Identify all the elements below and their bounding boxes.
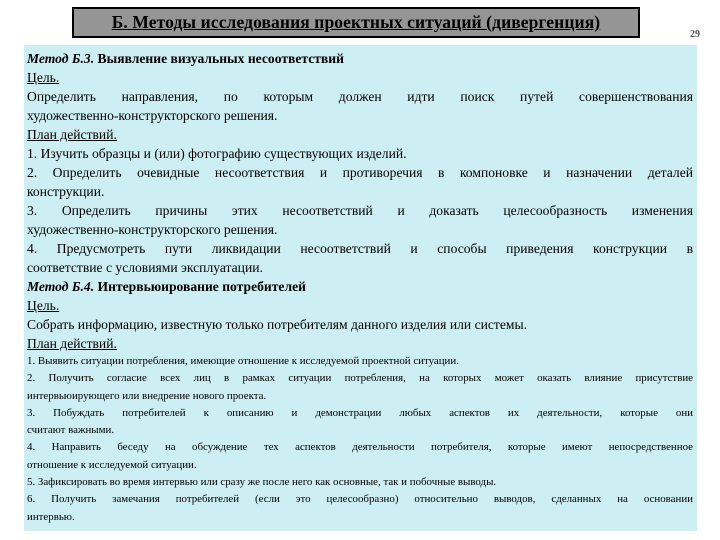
page-number: 29 [690,29,700,40]
method-b4-goal: Собрать информацию, известную только потребителям данного изделия или системы. [27,317,528,332]
method-b4-heading [27,277,693,296]
method-b3-goal-line-1: Определить направления, по которым должен идти поиск путей совершенствования [27,89,693,104]
method-b3-step-1: 1. Изучить образцы и (или) фотографию существующих изделий. [27,146,407,161]
method-b3-plan-label: План действий. [27,127,117,142]
method-b4-step-5: 5. Зафиксировать во время интервью или сразу же после него как основные, так и побочные выводы. [27,476,497,489]
method-b4-number: Метод Б.4. [27,279,95,294]
method-b3-step-2-line-2: конструкции. [27,184,105,199]
method-b3-goal-line-2: художественно-конструкторского решения. [27,108,278,123]
method-b3-step-3-line-2: художественно-конструкторского решения. [27,222,278,237]
method-b3-name: Выявление визуальных несоответствий [97,51,344,66]
method-b4-goal-label: Цель. [27,298,60,313]
method-b4-step-6-line-2: интервью. [27,510,75,523]
method-b4-step-3-line-1: 3. Побуждать потребителей к описанию и демонстрации любых аспектов их деятельности, которые они [27,406,693,419]
method-b3-step-4-line-2: соответствие с условиями эксплуатации. [27,260,263,275]
method-b4-step-4-line-1: 4. Направить беседу на обсуждение тех аспектов деятельности потребителя, которые имеют непосредственное [27,441,693,454]
method-b3-heading [27,49,693,68]
method-b3-number: Метод Б.3. [27,51,95,66]
slide-title: Б. Методы исследования проектных ситуаций (дивергенция) [111,12,601,32]
method-b3-step-4-line-1: 4. Предусмотреть пути ликвидации несоответствий и способы приведения конструкции в [27,241,693,256]
method-b4-name: Интервьюирование потребителей [97,279,306,294]
method-b4-step-2-line-1: 2. Получить согласие всех лиц в рамках ситуации потребления, на которых может оказать влияние присутствие [27,372,693,385]
method-b4-step-1: 1. Выявить ситуации потребления, имеющие отношение к исследуемой проектной ситуации. [27,355,459,367]
method-b3-goal-label: Цель. [27,70,60,85]
method-b4-step-3-line-2: считают важными. [27,424,115,437]
method-b4-step-6-line-1: 6. Получить замечания потребителей (если это целесообразно) относительно выводов, сделанных на основании [27,493,693,506]
method-b4-step-4-line-2: отношение к исследуемой ситуации. [27,458,197,471]
method-b3-step-2-line-1: 2. Определить очевидные несоответствия и противоречия в компоновке и назначении деталей [27,165,693,180]
content-panel [24,45,697,531]
method-b4-step-2-line-2: интервьюирующего или внедрение нового проекта. [27,389,267,402]
method-b3-step-3-line-1: 3. Определить причины этих несоответствий и доказать целесообразность изменения [27,203,693,218]
slide-title-bar [72,7,640,38]
method-b4-plan-label: План действий. [27,336,117,351]
